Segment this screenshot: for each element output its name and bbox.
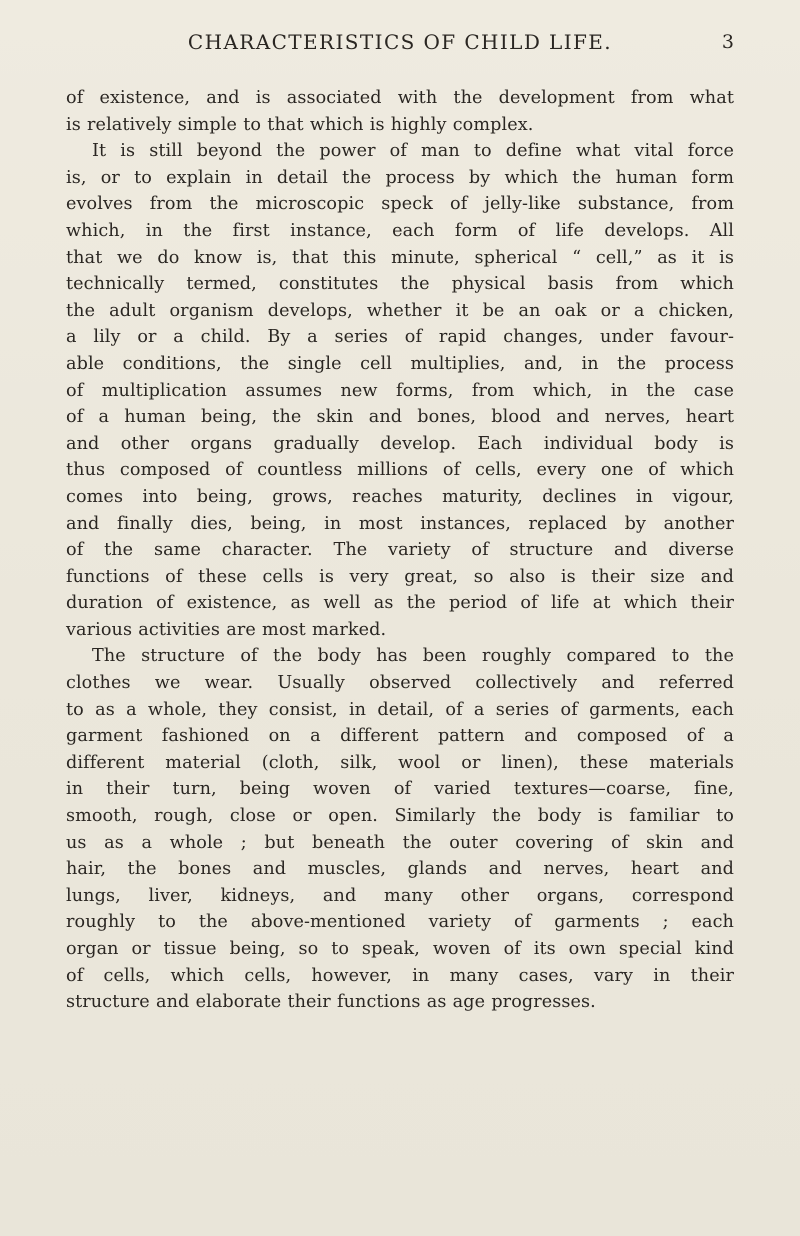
text-line: us as a whole ; but beneath the outer covering of skin and — [66, 832, 734, 853]
text-line: able conditions, the single cell multiplies, and, in the process — [66, 353, 734, 374]
text-line: It is still beyond the power of man to define what vital force — [92, 141, 734, 162]
paragraph-vital-force — [66, 138, 734, 643]
text-line: comes into being, grows, reaches maturity, declines in vigour, — [66, 486, 734, 507]
text-line: various activities are most marked. — [66, 619, 387, 640]
text-line: organ or tissue being, so to speak, woven of its own special kind — [66, 939, 734, 959]
text-line: of cells, which cells, however, in many cases, vary in their — [66, 965, 734, 986]
text-line: the adult organism develops, whether it be an oak or a chicken, — [66, 300, 734, 321]
paragraph-continued — [66, 85, 734, 138]
text-line: is, or to explain in detail the process by which the human form — [66, 167, 734, 188]
text-line: a lily or a child. By a series of rapid changes, under favour- — [66, 327, 734, 348]
text-line: thus composed of countless millions of cells, every one of which — [66, 460, 734, 481]
text-line: roughly to the above-mentioned variety of garments ; each — [66, 912, 734, 933]
text-line: technically termed, constitutes the physical basis from which — [66, 274, 734, 295]
text-line: lungs, liver, kidneys, and many other organs, correspond — [66, 885, 734, 906]
text-line: smooth, rough, close or open. Similarly the body is familiar to — [66, 806, 734, 827]
page-number: 3 — [721, 31, 734, 53]
text-line: duration of existence, as well as the period of life at which their — [66, 593, 734, 614]
text-line: and other organs gradually develop. Each individual body is — [66, 433, 734, 454]
text-line: garment fashioned on a different pattern and composed of a — [66, 726, 734, 747]
running-head — [66, 27, 734, 57]
text-line: and finally dies, being, in most instances, replaced by another — [66, 513, 734, 534]
text-line: that we do know is, that this minute, spherical “ cell,” as it is — [66, 247, 734, 268]
body-text — [66, 85, 734, 1016]
text-line: to as a whole, they consist, in detail, of a series of garments, each — [66, 699, 734, 720]
text-line: structure and elaborate their functions as age progresses. — [66, 992, 596, 1013]
running-title: CHARACTERISTICS OF CHILD LIFE. — [187, 30, 613, 54]
text-line: of multiplication assumes new forms, from which, in the case — [66, 380, 734, 401]
text-line: which, in the first instance, each form of life develops. All — [66, 220, 734, 241]
text-line: of existence, and is associated with the development from what — [66, 88, 734, 108]
text-line: evolves from the microscopic speck of jelly-like substance, from — [66, 194, 734, 215]
text-line: in their turn, being woven of varied textures—coarse, fine, — [66, 779, 734, 800]
text-line: of a human being, the skin and bones, blood and nerves, heart — [66, 407, 734, 428]
text-line: clothes we wear. Usually observed collectively and referred — [66, 673, 734, 694]
text-line: functions of these cells is very great, so also is their size and — [66, 566, 734, 587]
text-line: The structure of the body has been roughly compared to the — [92, 646, 734, 667]
text-line: hair, the bones and muscles, glands and nerves, heart and — [66, 859, 734, 880]
text-line: is relatively simple to that which is highly complex. — [66, 114, 534, 135]
text-line: of the same character. The variety of structure and diverse — [66, 540, 734, 561]
text-line: different material (cloth, silk, wool or linen), these materials — [66, 752, 734, 773]
paragraph-body-structure — [66, 643, 734, 1015]
